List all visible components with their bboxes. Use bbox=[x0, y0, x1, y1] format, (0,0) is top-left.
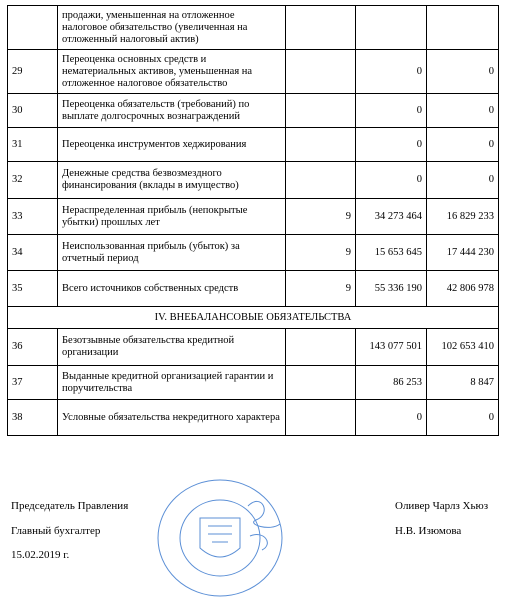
stamp-emblem bbox=[200, 518, 240, 557]
row-note bbox=[286, 366, 356, 400]
row-number: 37 bbox=[8, 366, 58, 400]
row-previous-value: 0 bbox=[427, 94, 499, 128]
row-name: Условные обязательства некредитного характера bbox=[58, 400, 286, 436]
row-note bbox=[286, 128, 356, 162]
stamp-outer-ring bbox=[158, 480, 282, 596]
row-current-value bbox=[356, 6, 427, 50]
row-previous-value: 0 bbox=[427, 162, 499, 199]
row-previous-value bbox=[427, 6, 499, 50]
row-name: продажи, уменьшенная на отложенное налоговое обязательство (увеличенная на отложенный налоговый актив) bbox=[58, 6, 286, 50]
row-number: 33 bbox=[8, 199, 58, 235]
row-name: Выданные кредитной организацией гарантии и поручительства bbox=[58, 366, 286, 400]
row-note bbox=[286, 6, 356, 50]
row-previous-value: 17 444 230 bbox=[427, 235, 499, 271]
row-name: Переоценка инструментов хеджирования bbox=[58, 128, 286, 162]
table-row bbox=[8, 329, 499, 366]
row-note: 9 bbox=[286, 199, 356, 235]
row-note: 9 bbox=[286, 235, 356, 271]
row-number: 36 bbox=[8, 329, 58, 366]
table-row bbox=[8, 271, 499, 307]
row-previous-value: 8 847 bbox=[427, 366, 499, 400]
row-previous-value: 42 806 978 bbox=[427, 271, 499, 307]
section-header-row bbox=[8, 307, 499, 329]
row-previous-value: 0 bbox=[427, 50, 499, 94]
row-name: Безотзывные обязательства кредитной организации bbox=[58, 329, 286, 366]
row-name: Неиспользованная прибыль (убыток) за отчетный период bbox=[58, 235, 286, 271]
row-previous-value: 16 829 233 bbox=[427, 199, 499, 235]
balance-table bbox=[7, 5, 499, 436]
row-note bbox=[286, 162, 356, 199]
row-number: 30 bbox=[8, 94, 58, 128]
row-number: 38 bbox=[8, 400, 58, 436]
row-name: Денежные средства безвозмездного финансирования (вклады в имущество) bbox=[58, 162, 286, 199]
row-previous-value: 0 bbox=[427, 400, 499, 436]
chair-title: Председатель Правления bbox=[11, 500, 129, 512]
row-current-value: 34 273 464 bbox=[356, 199, 427, 235]
report-date: 15.02.2019 г. bbox=[11, 549, 70, 561]
row-name: Всего источников собственных средств bbox=[58, 271, 286, 307]
stamp-emblem-detail bbox=[208, 526, 232, 542]
row-number: 29 bbox=[8, 50, 58, 94]
row-number: 34 bbox=[8, 235, 58, 271]
row-note: 9 bbox=[286, 271, 356, 307]
row-note bbox=[286, 329, 356, 366]
row-number: 31 bbox=[8, 128, 58, 162]
stamp-inner-ring bbox=[180, 500, 260, 576]
signature-mark bbox=[248, 501, 280, 550]
row-current-value: 0 bbox=[356, 162, 427, 199]
table-row bbox=[8, 50, 499, 94]
row-current-value: 0 bbox=[356, 50, 427, 94]
row-note bbox=[286, 400, 356, 436]
table-row bbox=[8, 199, 499, 235]
row-previous-value: 102 653 410 bbox=[427, 329, 499, 366]
row-number bbox=[8, 6, 58, 50]
table-row bbox=[8, 400, 499, 436]
row-name: Переоценка основных средств и нематериальных активов, уменьшенная на отложенное налоговое обязательство bbox=[58, 50, 286, 94]
row-name: Нераспределенная прибыль (непокрытые убытки) прошлых лет bbox=[58, 199, 286, 235]
table-row bbox=[8, 235, 499, 271]
row-number: 32 bbox=[8, 162, 58, 199]
row-current-value: 0 bbox=[356, 400, 427, 436]
row-name: Переоценка обязательств (требований) по выплате долгосрочных вознаграждений bbox=[58, 94, 286, 128]
row-current-value: 86 253 bbox=[356, 366, 427, 400]
section-title: IV. ВНЕБАЛАНСОВЫЕ ОБЯЗАТЕЛЬСТВА bbox=[8, 307, 499, 329]
table-row bbox=[8, 128, 499, 162]
chair-name: Оливер Чарлз Хьюз bbox=[395, 500, 489, 512]
row-previous-value: 0 bbox=[427, 128, 499, 162]
row-current-value: 55 336 190 bbox=[356, 271, 427, 307]
row-note bbox=[286, 50, 356, 94]
row-number: 35 bbox=[8, 271, 58, 307]
row-current-value: 0 bbox=[356, 94, 427, 128]
table-row bbox=[8, 94, 499, 128]
row-current-value: 15 653 645 bbox=[356, 235, 427, 271]
table-row bbox=[8, 6, 499, 50]
row-current-value: 0 bbox=[356, 128, 427, 162]
accountant-title: Главный бухгалтер bbox=[11, 525, 101, 537]
accountant-name: Н.В. Изюмова bbox=[395, 525, 462, 537]
row-current-value: 143 077 501 bbox=[356, 329, 427, 366]
table-row bbox=[8, 366, 499, 400]
row-note bbox=[286, 94, 356, 128]
table-row bbox=[8, 162, 499, 199]
bank-stamp bbox=[152, 474, 292, 600]
